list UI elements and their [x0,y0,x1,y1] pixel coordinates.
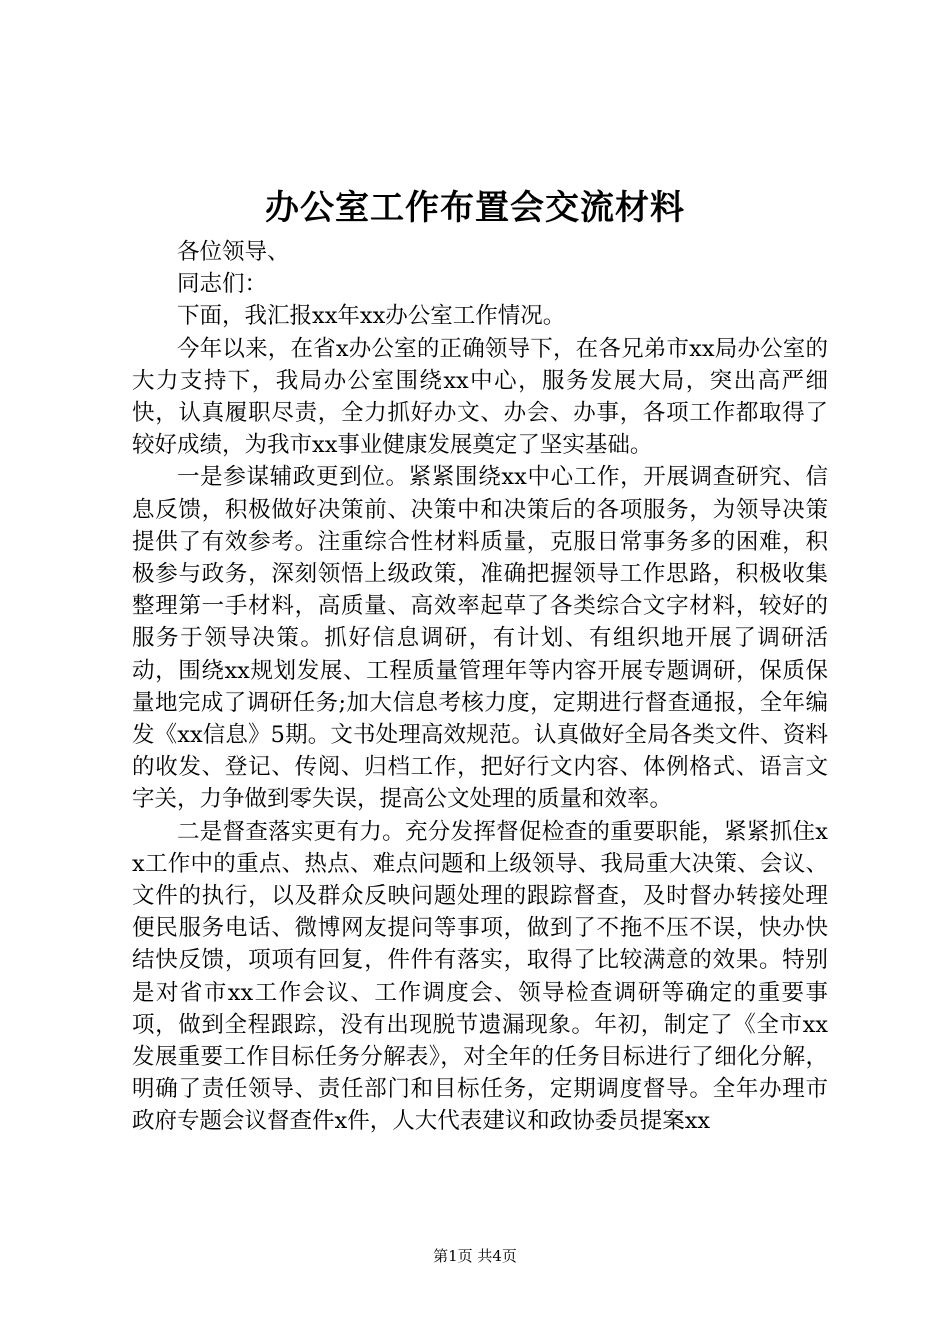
section-one-paragraph: 一是参谋辅政更到位。紧紧围绕xx中心工作，开展调查研究、信息反馈，积极做好决策前、决策中和决策后的各项服务，为领导决策提供了有效参考。注重综合性材料质量，克服日常事务多的困难，积极参与政务，深刻领悟上级政策，准确把握领导工作思路，积极收集整理第一手材料，高质量、高效率起草了各类综合文字材料，较好的服务于领导决策。抓好信息调研，有计划、有组织地开展了调研活动，围绕xx规划发展、工程质量管理年等内容开展专题调研，保质保量地完成了调研任务;加大信息考核力度，定期进行督查通报，全年编发《xx信息》5期。文书处理高效规范。认真做好全局各类文件、资料的收发、登记、传阅、归档工作，把好行文内容、体例格式、语言文字关，力争做到零失误，提高公文处理的质量和效率。 [132,464,828,813]
salutation-line-2: 同志们： [177,271,268,298]
document-body [132,236,828,1138]
intro-paragraph: 下面，我汇报xx年xx办公室工作情况。 [177,303,566,330]
overview-paragraph: 今年以来，在省x办公室的正确领导下，在各兄弟市xx局办公室的大力支持下，我局办公室围绕xx中心，服务发展大局，突出高严细快，认真履职尽责，全力抓好办文、办会、办事，各项工作都取得了较好成绩，为我市xx事业健康发展奠定了坚实基础。 [132,335,828,459]
document-title: 办公室工作布置会交流材料 [265,188,685,228]
page-footer: 第1页 共4页 [433,1247,517,1265]
section-two-paragraph: 二是督查落实更有力。充分发挥督促检查的重要职能，紧紧抓住xx工作中的重点、热点、难点问题和上级领导、我局重大决策、会议、文件的执行，以及群众反映问题处理的跟踪督查，及时督办转接处理便民服务电话、微博网友提问等事项，做到了不拖不压不误，快办快结快反馈，项项有回复，件件有落实，取得了比较满意的效果。特别是对省市xx工作会议、工作调度会、领导检查调研等确定的重要事项，做到全程跟踪，没有出现脱节遗漏现象。年初，制定了《全市xx发展重要工作目标任务分解表》，对全年的任务目标进行了细化分解，明确了责任领导、责任部门和目标任务，定期调度督导。全年办理市政府专题会议督查件x件，人大代表建议和政协委员提案xx [132,818,828,1135]
salutation-line-1: 各位领导、 [177,239,290,265]
